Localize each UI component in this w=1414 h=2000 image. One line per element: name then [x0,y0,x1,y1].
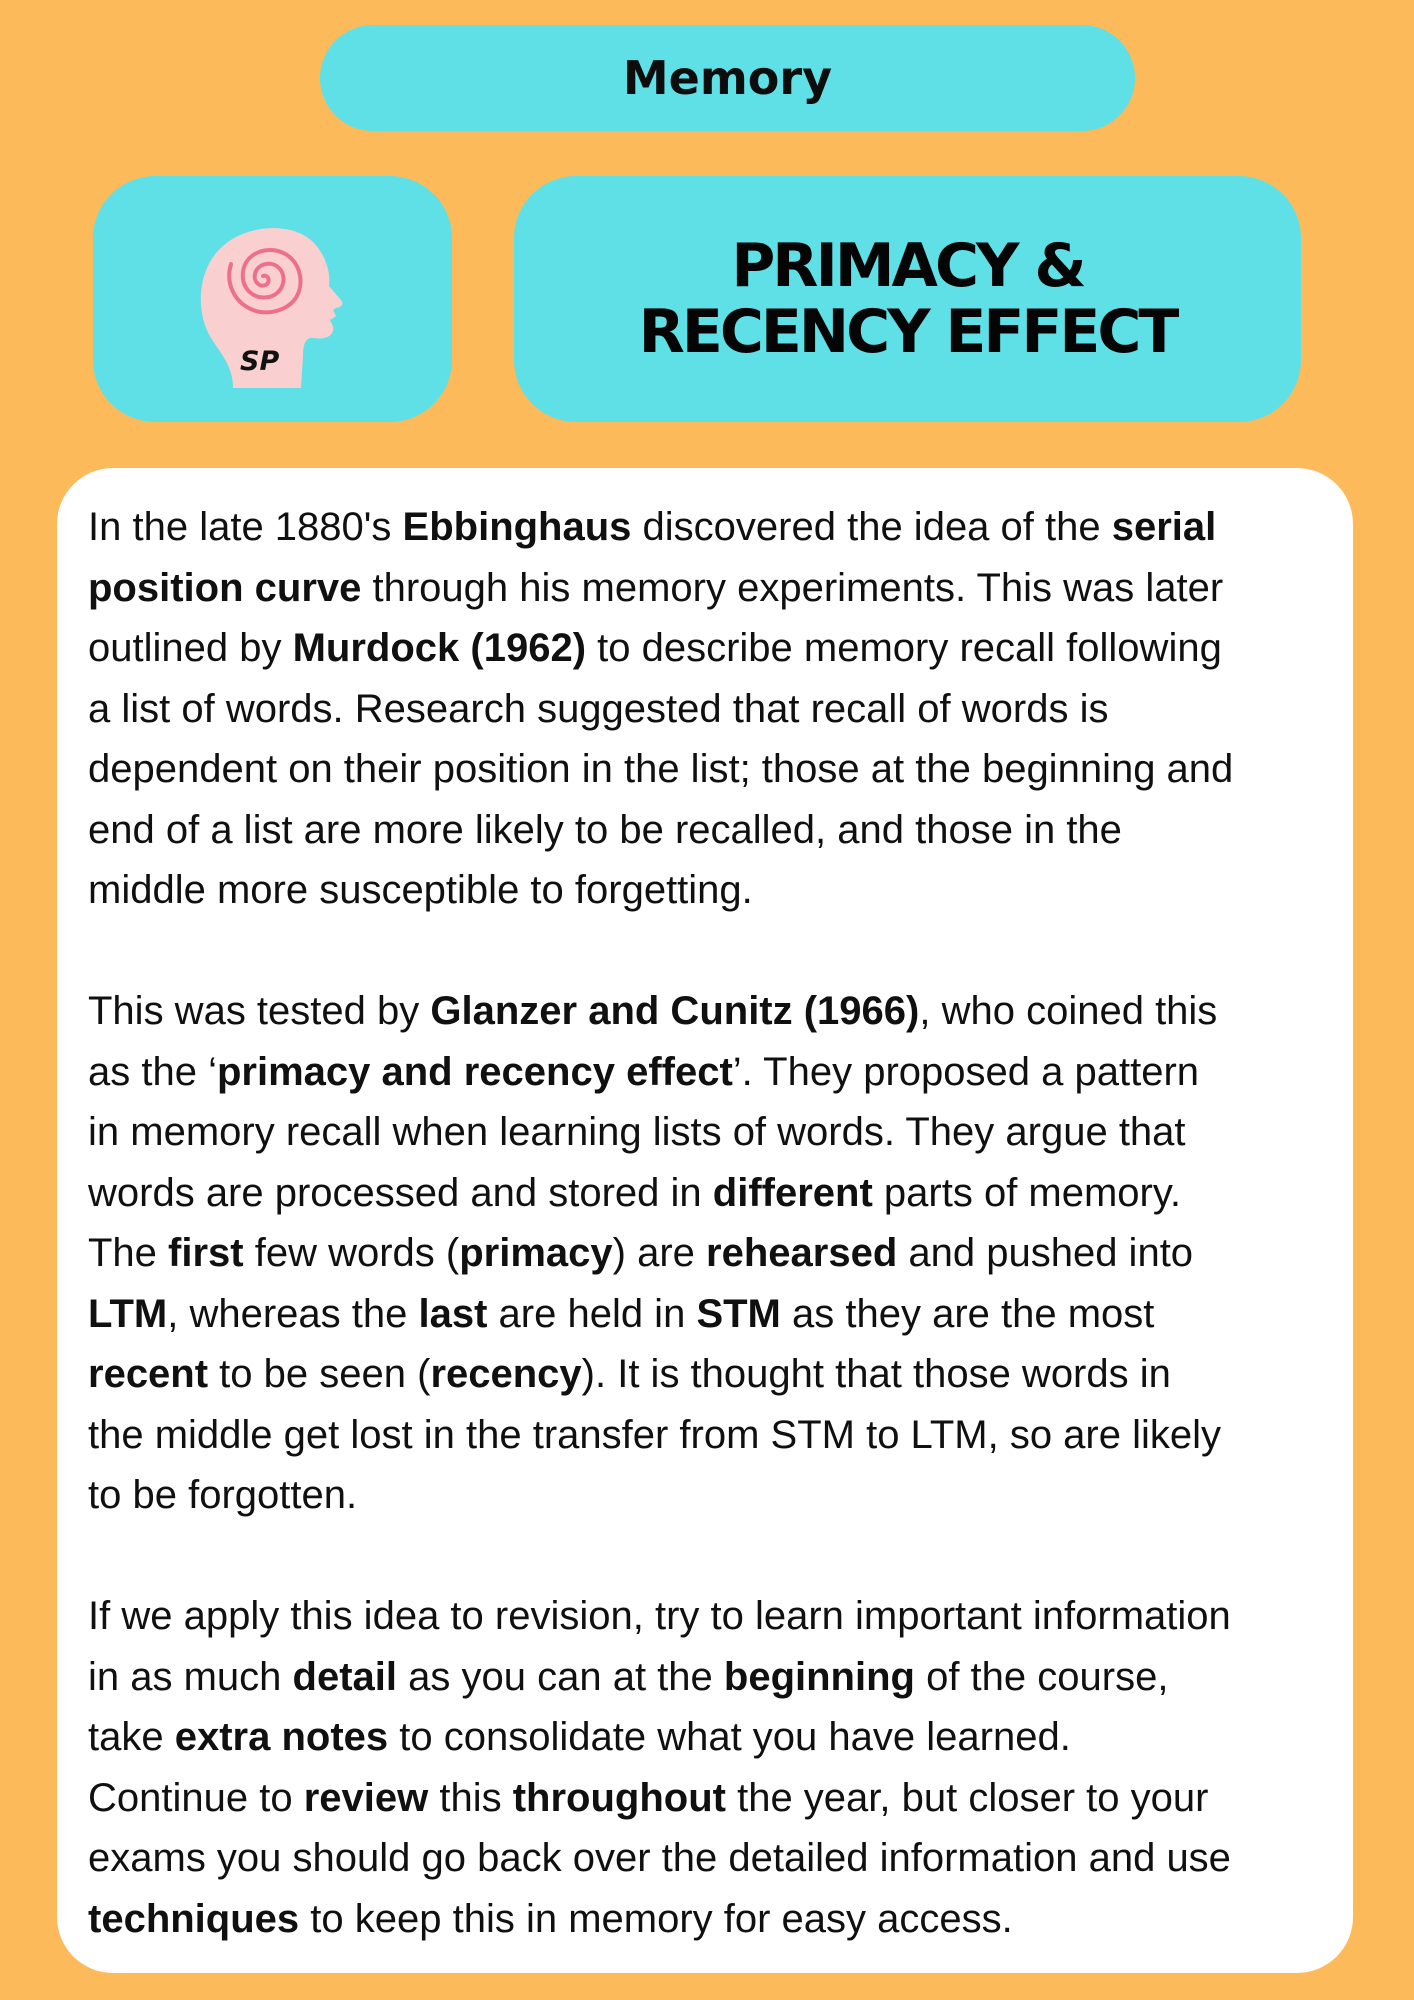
text-run: parts of memory. [872,1170,1182,1215]
text-line [88,1344,1333,1405]
bold-term: primacy [459,1231,613,1275]
text-line [88,1405,1333,1466]
text-line [88,618,1333,679]
text-run: exams you should go back over the detailed information and use [88,1836,1231,1880]
text-run: to consolidate what you have learned. [388,1715,1071,1759]
bold-term: LTM [88,1291,168,1336]
text-line [88,860,1333,921]
text-run: end of a list are more likely to be recalled, and those in the [88,807,1122,852]
bold-term: rehearsed [706,1231,898,1275]
text-run: Continue to [88,1775,304,1820]
text-line [88,1647,1333,1708]
body-text [88,497,1333,1949]
text-run: ’. They proposed a pattern [732,1049,1200,1094]
head-spiral-icon [93,176,452,422]
text-run: , who coined this [919,989,1218,1033]
title-line-2: RECENCY EFFECT [638,297,1177,367]
text-run: If we apply this idea to revision, try to learn important information [88,1594,1231,1638]
text-run: words are processed and stored in [88,1170,713,1215]
text-run: In the late 1880's [88,505,403,549]
text-run: outlined by [88,626,293,670]
bold-term: different [712,1170,873,1215]
text-run: are held in [487,1291,697,1336]
text-line [88,739,1333,800]
content-panel [57,468,1353,1973]
paragraph [88,497,1333,921]
title-line-1: PRIMACY & [731,231,1084,301]
logo-initials: SP [240,346,280,377]
text-run: discovered the idea of the [631,505,1112,549]
text-run: in memory recall when learning lists of words. They argue that [88,1110,1186,1154]
text-line [88,1102,1333,1163]
text-run: a list of words. Research suggested that recall of words is [88,686,1109,731]
text-line [88,1768,1333,1829]
text-line [88,981,1333,1042]
bold-term: first [168,1231,244,1275]
topic-label: Memory [622,51,833,105]
bold-term: recent [88,1352,209,1396]
bold-term: last [418,1291,488,1336]
text-run: the year, but closer to your [725,1775,1209,1820]
bold-term: detail [292,1654,398,1699]
text-line [88,800,1333,861]
text-line [88,1284,1333,1345]
title-card [514,176,1301,422]
text-line [88,679,1333,740]
text-run: The [88,1231,169,1275]
bold-term: position curve [88,565,362,610]
bold-term: primacy and recency effect [216,1049,733,1094]
text-run: to keep this in memory for easy access. [299,1896,1013,1941]
logo-card [93,176,452,422]
text-run: ). It is thought that those words in [581,1352,1171,1396]
text-run: as they are the most [780,1291,1155,1336]
text-run: to be seen ( [208,1352,431,1396]
text-run: This was tested by [88,989,431,1033]
bold-term: serial [1111,505,1217,549]
bold-term: techniques [88,1896,300,1941]
text-line [88,1223,1333,1284]
text-line [88,1889,1333,1950]
text-line [88,1828,1333,1889]
text-run: as the ‘ [88,1049,217,1094]
topic-header [320,25,1135,131]
text-line [88,1042,1333,1103]
text-line [88,1586,1333,1647]
text-run: and pushed into [897,1231,1194,1275]
text-run: the middle get lost in the transfer from STM to LTM, so are likely [88,1412,1222,1457]
bold-term: Ebbinghaus [402,505,632,549]
text-run: , whereas the [167,1291,419,1336]
bold-term: beginning [723,1654,915,1699]
text-run: dependent on their position in the list; those at the beginning and [88,747,1234,791]
bold-term: Glanzer and Cunitz (1966) [430,989,920,1033]
text-line [88,558,1333,619]
paragraph [88,981,1333,1526]
text-line [88,1163,1333,1224]
text-run: this [428,1775,513,1820]
bold-term: throughout [512,1775,726,1820]
text-run: ) are [612,1231,707,1275]
bold-term: extra notes [174,1715,389,1759]
text-run: take [88,1715,175,1759]
text-line [88,1707,1333,1768]
text-line [88,497,1333,558]
text-run: as you can at the [397,1654,724,1699]
text-run: through his memory experiments. This was later [361,565,1224,610]
bold-term: recency [430,1352,582,1396]
text-run: to describe memory recall following [586,626,1222,670]
text-line [88,1465,1333,1526]
text-run: to be forgotten. [88,1473,358,1517]
bold-term: Murdock (1962) [292,626,587,670]
text-run: in as much [88,1654,293,1699]
bold-term: STM [696,1291,781,1336]
text-run: of the course, [914,1654,1169,1699]
text-run: few words ( [243,1231,460,1275]
paragraph [88,1586,1333,1949]
bold-term: review [303,1775,429,1820]
text-run: middle more susceptible to forgetting. [88,868,753,912]
